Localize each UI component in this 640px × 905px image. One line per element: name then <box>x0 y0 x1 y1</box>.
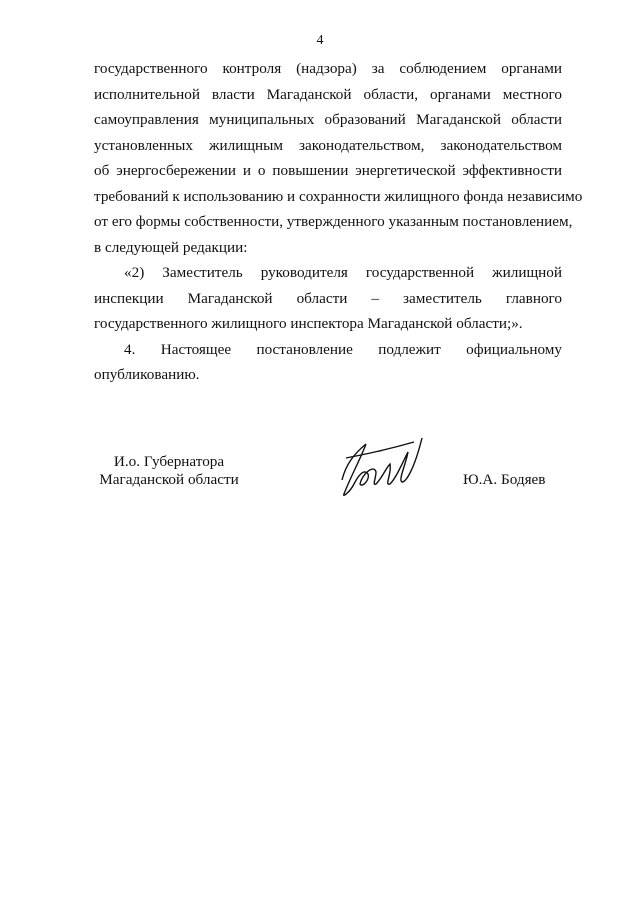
text-line: государственного контроля (надзора) за соблюдением органами <box>94 60 562 77</box>
text-line: об энергосбережении и о повышении энергетической эффективности <box>94 162 562 179</box>
text-line: 4. Настоящее постановление подлежит официальному <box>124 340 562 358</box>
page-number: 4 <box>316 33 324 48</box>
text-line: государственного жилищного инспектора Магаданской области;». <box>94 315 523 332</box>
text-line: инспекции Магаданской области – заместитель главного <box>94 289 562 307</box>
text-line: самоуправления муниципальных образований Магаданской области <box>94 111 562 128</box>
document-body <box>94 56 583 388</box>
signatory-name: Ю.А. Бодяев <box>463 471 546 488</box>
text-line: установленных жилищным законодательством, законодательством <box>94 136 562 154</box>
text-line: требований к использованию и сохранности жилищного фонда независимо <box>94 187 583 205</box>
text-line: от его формы собственности, утвержденного указанным постановлением, <box>94 213 573 230</box>
text-line: «2) Заместитель руководителя государственной жилищной <box>124 264 562 281</box>
signatory-title-line2: Магаданской области <box>99 471 239 488</box>
signatory-title <box>94 453 244 489</box>
handwritten-signature <box>336 434 428 500</box>
signatory-title-line1: И.о. Губернатора <box>113 453 225 470</box>
text-line: исполнительной власти Магаданской области, органами местного <box>94 85 562 103</box>
text-line: опубликованию. <box>94 366 200 383</box>
text-line: в следующей редакции: <box>94 238 248 256</box>
